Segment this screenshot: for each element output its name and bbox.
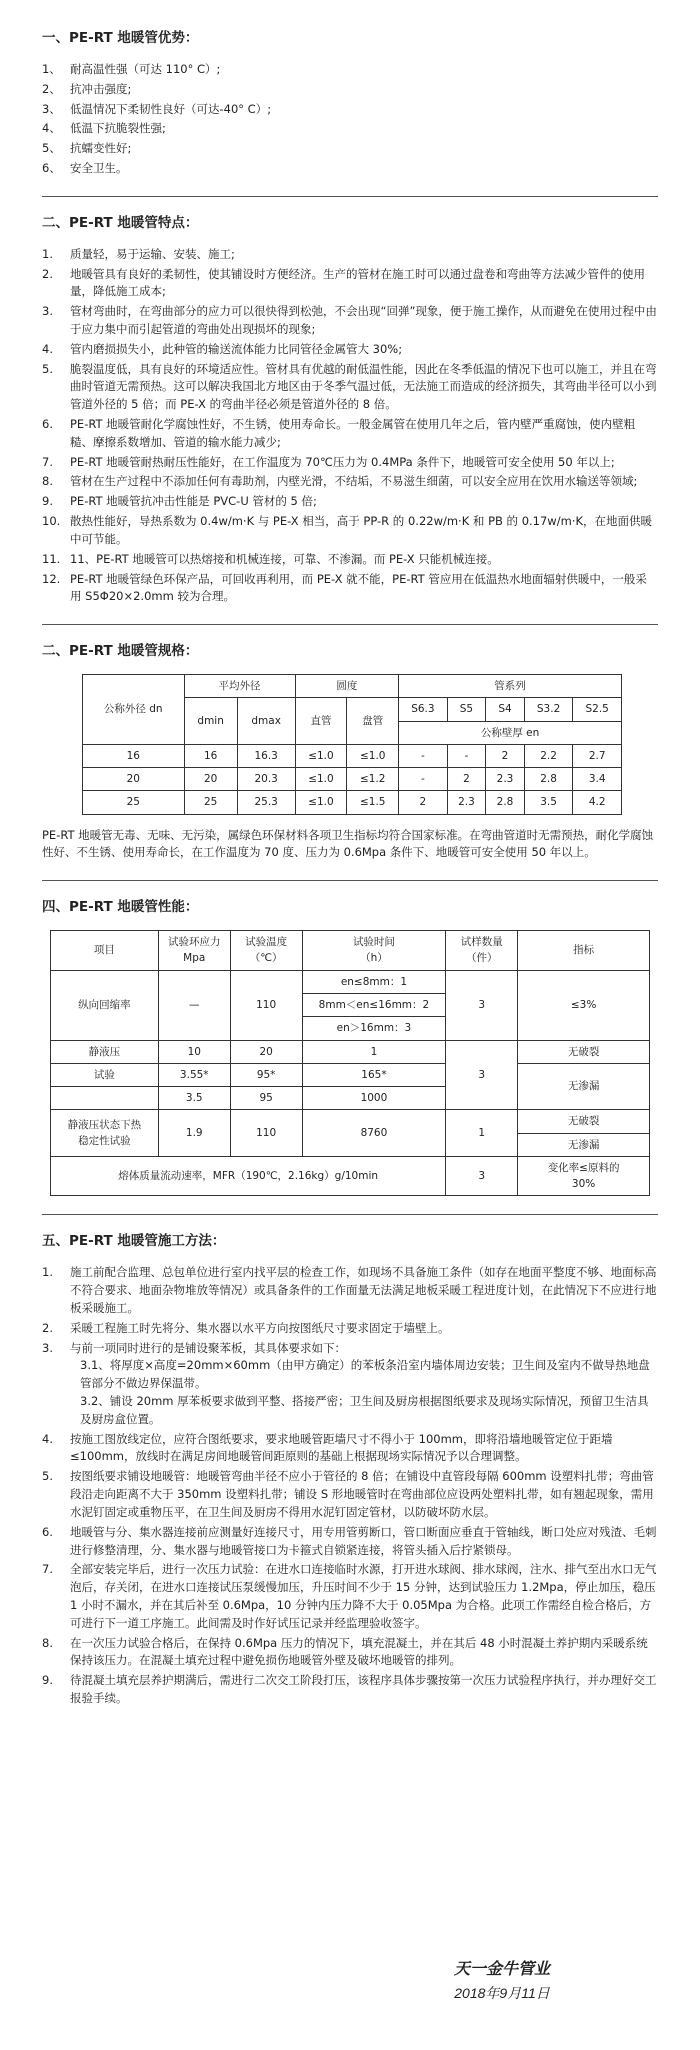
divider xyxy=(42,880,658,881)
table-cell: 25 xyxy=(184,791,237,814)
company-name: 天一金牛管业 xyxy=(454,1961,551,1978)
table-row xyxy=(83,791,622,814)
section-title: 二、PE-RT 地暖管规格： xyxy=(42,643,199,660)
table-cell: 16 xyxy=(184,744,237,767)
list-number: 6. xyxy=(42,417,53,432)
list-number: 6、 xyxy=(42,160,61,175)
list-number: 2. xyxy=(42,1320,53,1335)
list-text: 采暖工程施工时先将分、集水器以水平方向按图纸尺寸要求固定于墙壁上。 xyxy=(70,1320,450,1335)
table-row: 试验 3.55* 95* 165* 无渗漏 xyxy=(51,1063,650,1086)
header-s63: S6.3 xyxy=(399,698,448,721)
table-cell: 3.4 xyxy=(573,768,622,791)
list-number: 1、 xyxy=(42,61,61,76)
table-row: 纵向回缩率 — 110 en≤8mm：1 3 ≤3% xyxy=(51,970,650,993)
list-number: 4. xyxy=(42,1431,53,1446)
header-roundness: 圆度 xyxy=(295,675,399,698)
list-text: 耐高温性强（可达 110° C）; xyxy=(70,61,221,76)
section-advantages xyxy=(42,28,658,178)
table-cell: 2.8 xyxy=(524,768,573,791)
list-text: 管内磨损损失小，此种管的输送流体能力比同管径金属管大 30%; xyxy=(70,341,403,356)
list-item xyxy=(42,246,658,264)
header-s32: S3.2 xyxy=(524,698,573,721)
list-item xyxy=(42,101,658,119)
table-row: 8mm＜en≤16mm：2 xyxy=(51,994,650,1017)
list-number: 1. xyxy=(42,246,53,261)
header-nominal: 公称外径 dn xyxy=(83,675,185,745)
table-cell: 16 xyxy=(83,744,185,767)
table-cell: 20.3 xyxy=(237,768,295,791)
table-row: 3.5 95 1000 xyxy=(51,1087,650,1110)
list-item xyxy=(42,120,658,138)
header-s5: S5 xyxy=(447,698,486,721)
list-number: 11. xyxy=(42,551,61,566)
list-item xyxy=(42,303,658,339)
header-straight: 直管 xyxy=(295,698,347,745)
construction-list xyxy=(42,1264,658,1708)
section-title: 五、PE-RT 地暖管施工方法： xyxy=(42,1233,226,1250)
list-text: 管材在生产过程中不添加任何有毒助剂，内壁光滑，不结垢，不易滋生细菌，可以安全应用在饮用水输送等领域; xyxy=(70,474,638,489)
table-cell: ≤1.5 xyxy=(347,791,399,814)
spec-paragraph: PE-RT 地暖管无毒、无味、无污染，属绿色环保材料各项卫生指标均符合国家标准。在弯曲管道时无需预热，耐化学腐蚀性好、不生锈、使用寿命长，在工作温度为 70 度、压力为 0.6Mpa 条件下、地暖管可安全使用 50 年以上。 xyxy=(42,827,654,860)
list-text: 地暖管与分、集水器连接前应测量好连接尺寸，用专用管剪断口，管口断面应垂直于管轴线，断口处应对残渣、毛刺进行修整清理，分、集水器与地暖管接口为卡箍式自锁紧连接，将管头插入后拧紧锁母。 xyxy=(70,1524,657,1557)
list-text: 脆裂温度低，具有良好的环境适应性。管材具有优越的耐低温性能，因此在冬季低温的情况下也可以施工，并且在弯曲时管道无需预热。这可以解决我国北方地区由于冬季气温过低，无法施工而造成的经济损失，其弯曲半径可以小到管道外径的 5 倍；而 PE-X 的弯曲半径必须是管道外径的 8 倍。 xyxy=(70,361,657,412)
list-text: PE-RT 地暖管耐热耐压性能好，在工作温度为 70℃压力为 0.4MPa 条件下，地暖管可安全使用 50 年以上; xyxy=(70,454,615,469)
list-item xyxy=(42,1320,658,1338)
section-construction xyxy=(42,1231,658,1707)
list-item xyxy=(42,513,658,549)
list-number: 4. xyxy=(42,341,53,356)
header-temp: 试验温度 （℃） xyxy=(230,931,302,971)
list-text: PE-RT 地暖管耐化学腐蚀性好，不生锈，使用寿命长。一般金属管在使用几年之后，管内壁严重腐蚀，使内壁粗糙、摩擦系数增加、管道的输水能力减少; xyxy=(70,417,636,449)
list-item xyxy=(42,1468,658,1521)
list-item xyxy=(42,1672,658,1708)
table-cell: 3.5 xyxy=(524,791,573,814)
table-cell: 2.3 xyxy=(486,768,525,791)
list-number: 12. xyxy=(42,571,61,586)
section-performance xyxy=(42,897,658,1196)
list-number: 1. xyxy=(42,1265,53,1280)
sub-item: 3.1、将厚度×高度=20mm×60mm（由甲方确定）的苯板条沿室内墙体周边安装；卫生间及室内不做导热地盘管部分不做边界保温带。 xyxy=(80,1358,650,1391)
list-item xyxy=(42,140,658,158)
table-row: 静液压状态下热 稳定性试验 1.9 110 8760 1 无破裂 xyxy=(51,1110,650,1133)
table-cell: ≤1.2 xyxy=(347,768,399,791)
list-item xyxy=(42,1264,658,1317)
list-text: 抗冲击强度; xyxy=(70,81,132,96)
features-list xyxy=(42,246,658,606)
list-text: 管材弯曲时，在弯曲部分的应力可以很快得到松弛，不会出现“回弹”现象，便于施工操作，从而避免在使用过程中由于应力集中而引起管道的弯曲处出现损坏的现象; xyxy=(70,304,657,336)
list-item xyxy=(42,1431,658,1467)
list-number: 9. xyxy=(42,1673,53,1688)
list-number: 7. xyxy=(42,454,53,469)
header-item: 项目 xyxy=(51,931,159,971)
header-wall: 公称壁厚 en xyxy=(399,721,622,744)
list-text: 地暖管具有良好的柔韧性，使其铺设时方便经济。生产的管材在施工时可以通过盘卷和弯曲等方法减少管件的使用量，降低施工成本; xyxy=(70,266,645,299)
list-number: 8. xyxy=(42,1635,53,1650)
table-cell: ≤1.0 xyxy=(295,744,347,767)
list-item xyxy=(42,571,658,607)
list-number: 2、 xyxy=(42,81,61,96)
section-features xyxy=(42,213,658,606)
section-specs xyxy=(42,641,658,862)
table-row xyxy=(83,744,622,767)
header-index: 指标 xyxy=(518,931,650,971)
table-cell: 2 xyxy=(399,791,448,814)
table-cell: - xyxy=(399,768,448,791)
list-text: 安全卫生。 xyxy=(70,160,128,175)
header-s25: S2.5 xyxy=(573,698,622,721)
table-cell: 2.7 xyxy=(573,744,622,767)
list-text: PE-RT 地暖管抗冲击性能是 PVC-U 管材的 5 倍; xyxy=(70,494,317,509)
header-coil: 盘管 xyxy=(347,698,399,745)
list-item xyxy=(42,1561,658,1632)
divider xyxy=(42,624,658,625)
header-series: 管系列 xyxy=(399,675,622,698)
list-text: 施工前配合监理、总包单位进行室内找平层的检查工作，如现场不具备施工条件（如存在地面平整度不够、地面标高不符合要求、地面杂物堆放等情况）或具备条件的工作面量无法满足地板采暖工程进度计划，在此情况下不应进行地板采暖施工。 xyxy=(70,1265,657,1315)
list-item xyxy=(42,1635,658,1671)
header-dmax: dmax xyxy=(237,698,295,745)
table-cell: ≤1.0 xyxy=(347,744,399,767)
spec-table xyxy=(82,674,622,815)
table-cell: ≤1.0 xyxy=(295,768,347,791)
list-number: 4、 xyxy=(42,121,61,136)
list-text: 11、PE-RT 地暖管可以热熔接和机械连接，可靠、不渗漏。而 PE-X 只能机械连接。 xyxy=(70,551,499,566)
list-number: 3、 xyxy=(42,101,61,116)
table-row xyxy=(83,768,622,791)
list-item xyxy=(42,81,658,99)
divider xyxy=(42,1214,658,1215)
list-text: 质量轻，易于运输、安装、施工; xyxy=(70,246,235,261)
header-time: 试验时间 （h） xyxy=(302,931,446,971)
list-text: 按图纸要求铺设地暖管：地暖管弯曲半径不应小于管径的 8 倍；在铺设中直管段每隔 600mm 设塑料扎带；弯曲管段沿走向距离不大于 350mm 设塑料扎带；铺设 S 形地暖管时在弯曲部位应设两处塑料扎带，如有翘起现象，需用水泥钉固定或重物压平，在卫生间及厨房不得用水泥钉固定管材，以防破坏防水层。 xyxy=(70,1469,654,1519)
list-text: 全部安装完毕后，进行一次压力试验：在进水口连接临时水源，打开进水球阀、排水球阀，注水、排气至出水口无气泡后，存关闭，在进水口连接试压泵缓慢加压，升压时间不少于 15 分钟，达到试验压力 1.2Mpa，停止加压，稳压 1 小时不漏水，并在其后补至 0.6Mpa，10 分钟内压力降不大于 0.05Mpa 为合格。此项工作需经自检合格后，方可进行下一道工序施工。此间需及时作好试压记录并经监理验收签字。 xyxy=(70,1562,657,1630)
table-cell: - xyxy=(447,744,486,767)
table-cell: 2 xyxy=(447,768,486,791)
table-cell: 4.2 xyxy=(573,791,622,814)
table-cell: 2.2 xyxy=(524,744,573,767)
list-item xyxy=(42,61,658,79)
header-s4: S4 xyxy=(486,698,525,721)
list-item xyxy=(42,266,658,302)
advantages-list xyxy=(42,61,658,178)
list-item xyxy=(42,1524,658,1560)
table-header-row xyxy=(51,931,650,971)
spec-rows xyxy=(83,744,622,814)
table-cell: 20 xyxy=(184,768,237,791)
list-number: 3. xyxy=(42,1340,53,1355)
list-number: 5. xyxy=(42,361,53,376)
list-number: 5. xyxy=(42,1469,53,1484)
list-text: PE-RT 地暖管绿色环保产品，可回收再利用，而 PE-X 就不能，PE-RT 管应用在低温热水地面辐射供暖中，一般采用 S5Φ20×2.0mm 较为合理。 xyxy=(70,571,647,604)
list-item xyxy=(42,551,658,569)
divider xyxy=(42,196,658,197)
list-number: 8. xyxy=(42,474,53,489)
header-avg: 平均外径 xyxy=(184,675,295,698)
table-cell: 16.3 xyxy=(237,744,295,767)
list-number: 3. xyxy=(42,304,53,319)
header-qty: 试样数量 （件） xyxy=(446,931,518,971)
signature-block xyxy=(454,1958,550,2004)
table-cell: 2.8 xyxy=(486,791,525,814)
list-text: 与前一项同时进行的是铺设聚苯板，其具体要求如下： xyxy=(70,1340,346,1355)
header-stress: 试验环应力 Mpa xyxy=(158,931,230,971)
list-item xyxy=(42,493,658,511)
section-title: 二、PE-RT 地暖管特点： xyxy=(42,214,199,231)
sign-date: 2018年9月11日 xyxy=(454,1984,550,2001)
list-item xyxy=(42,473,658,491)
list-text: 在一次压力试验合格后，在保持 0.6Mpa 压力的情况下，填充混凝土，并在其后 48 小时混凝土养护期内采暖系统保持该压力。在混凝土填充过程中避免损伤地暖管外壁及破坏地暖管的排列。 xyxy=(70,1635,648,1668)
list-text: 低温下抗脆裂性强; xyxy=(70,121,166,136)
list-text: 散热性能好，导热系数为 0.4w/m·K 与 PE-X 相当，高于 PP-R 的 0.22w/m·K 和 PB 的 0.17w/m·K，在地面供暖中可节能。 xyxy=(70,514,652,546)
section-title: 一、PE-RT 地暖管优势： xyxy=(42,30,199,46)
table-cell: 25.3 xyxy=(237,791,295,814)
list-item xyxy=(42,416,658,452)
list-text: 低温情况下柔韧性良好（可达-40° C）; xyxy=(70,101,272,116)
list-number: 9. xyxy=(42,494,53,509)
list-text: 按施工图放线定位，应符合图纸要求，要求地暖管距墙尺寸不得小于 100mm，即将沿墙地暖管定位于距墙≤100mm，放线时在满足房间地暖管间距原则的基础上根据现场实际情况予以合理调整。 xyxy=(70,1431,613,1464)
table-cell: - xyxy=(399,744,448,767)
table-cell: ≤1.0 xyxy=(295,791,347,814)
list-text: 抗蠕变性好; xyxy=(70,141,132,156)
list-item xyxy=(42,361,658,414)
table-row: 无渗漏 xyxy=(51,1133,650,1156)
list-text: 待混凝土填充层养护期满后，需进行二次交工阶段打压，该程序具体步骤按第一次压力试验程序执行，并办理好交工报验手续。 xyxy=(70,1673,657,1706)
table-cell: 2 xyxy=(486,744,525,767)
list-number: 10. xyxy=(42,514,61,529)
list-number: 5、 xyxy=(42,141,61,156)
list-item xyxy=(42,341,658,359)
table-cell: 25 xyxy=(83,791,185,814)
list-item xyxy=(42,160,658,178)
performance-table xyxy=(50,930,650,1196)
list-item xyxy=(42,454,658,472)
table-row: 静液压 10 20 1 3 无破裂 xyxy=(51,1040,650,1063)
list-number: 7. xyxy=(42,1562,53,1577)
table-cell: 2.3 xyxy=(447,791,486,814)
header-dmin: dmin xyxy=(184,698,237,745)
list-item xyxy=(42,1340,658,1429)
list-number: 2. xyxy=(42,266,53,281)
sub-item: 3.2、铺设 20mm 厚苯板要求做到平整、搭接严密；卫生间及厨房根据图纸要求及现场实际情况，预留卫生洁具及厨房盒位置。 xyxy=(80,1394,649,1426)
section-title: 四、PE-RT 地暖管性能： xyxy=(42,899,199,916)
list-number: 6. xyxy=(42,1524,53,1539)
table-cell: 20 xyxy=(83,768,185,791)
table-row: en＞16mm：3 xyxy=(51,1017,650,1040)
table-row: 熔体质量流动速率，MFR（190℃，2.16kg）g/10min 3 变化率≤原料的 30% xyxy=(51,1156,650,1196)
